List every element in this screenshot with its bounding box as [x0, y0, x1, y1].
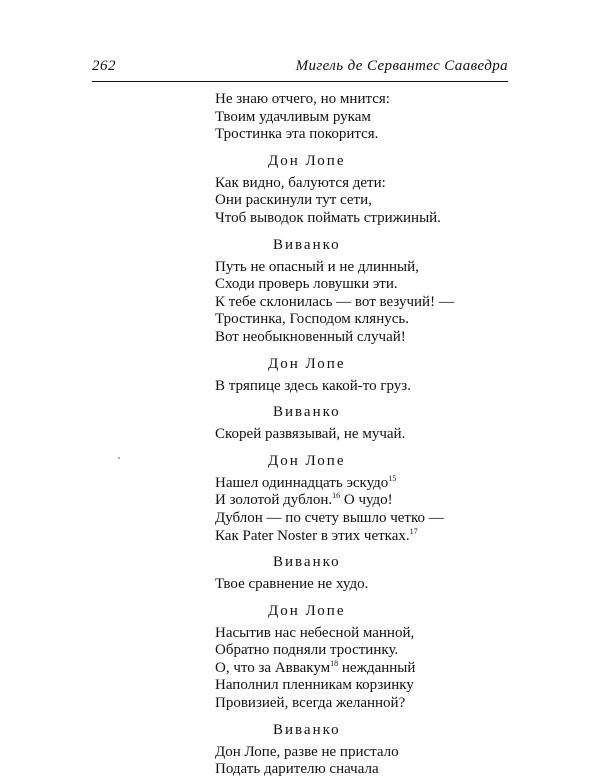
verse-line — [215, 677, 515, 695]
verse-line-text: Скорей развязывай, не мучай. — [215, 426, 406, 443]
verse-line — [215, 378, 515, 396]
verse-line — [215, 475, 515, 493]
speaker-name: Виванко — [273, 554, 341, 571]
verse-line-text: Дублон — по счету вышло четко — — [215, 509, 444, 526]
page-header — [92, 58, 508, 80]
footnote-marker: 16 — [332, 491, 341, 501]
verse-line-text: Твое сравнение не худо. — [215, 576, 369, 593]
speaker-name: Дон Лопе — [268, 602, 346, 619]
verse-line — [215, 91, 515, 109]
speaker-name: Дон Лопе — [268, 152, 346, 169]
speaker-name: Виванко — [273, 721, 341, 738]
verse-line — [215, 576, 515, 594]
verse-line-text: В тряпице здесь какой-то груз. — [215, 377, 411, 394]
running-title: Мигель де Сервантес Сааведра — [295, 58, 508, 74]
verse-block — [215, 452, 515, 545]
speaker-name: Дон Лопе — [268, 355, 346, 372]
verse-line-text: Чтоб выводок поймать стрижиный. — [215, 209, 441, 226]
verse-line — [215, 329, 515, 347]
verse-line-text: Нашел одиннадцать эскудо — [215, 474, 389, 491]
verse-line-text: Они раскинули тут сети, — [215, 192, 372, 209]
verse-line — [215, 426, 515, 444]
verse-block — [215, 403, 515, 444]
verse-block — [215, 602, 515, 713]
verse-block — [215, 721, 515, 779]
footnote-marker: 18 — [330, 658, 339, 668]
verse-line — [215, 210, 515, 228]
verse-block — [215, 152, 515, 228]
page-number: 262 — [92, 58, 116, 74]
verse-line-text: Сходи проверь ловушки эти. — [215, 276, 398, 293]
verse-line — [215, 492, 515, 510]
verse-line — [215, 744, 515, 762]
print-speck — [118, 457, 120, 459]
verse-line-text: Подать дарителю сначала — [215, 761, 379, 778]
verse-line — [215, 761, 515, 779]
verse-line-continuation: нежданный — [338, 659, 416, 676]
verse-line — [215, 126, 515, 144]
verse-line-text: Тростинка, Господом клянусь. — [215, 311, 409, 328]
verse-line — [215, 175, 515, 193]
speaker-name: Виванко — [273, 236, 341, 253]
speaker-name: Дон Лопе — [268, 452, 346, 469]
verse-content — [215, 86, 515, 779]
verse-line — [215, 192, 515, 210]
verse-line-text: Дон Лопе, разве не пристало — [215, 743, 399, 760]
verse-line-continuation: О чудо! — [340, 492, 393, 509]
verse-line — [215, 276, 515, 294]
verse-line — [215, 695, 515, 713]
verse-line-text: Твоим удачливым рукам — [215, 108, 371, 125]
verse-line-text: Как Pater Noster в этих четках. — [215, 527, 410, 544]
verse-line — [215, 294, 515, 312]
verse-line-text: Путь не опасный и не длинный, — [215, 258, 419, 275]
verse-line-text: И золотой дублон. — [215, 492, 333, 509]
verse-line-text: Не знаю отчего, но мнится: — [215, 91, 390, 107]
verse-block — [215, 553, 515, 594]
verse-line — [215, 259, 515, 277]
verse-block — [215, 91, 515, 144]
header-rule — [92, 81, 508, 82]
speaker-name: Виванко — [273, 404, 341, 421]
verse-line-text: К тебе склонилась — вот везучий! — — [215, 293, 454, 310]
verse-line — [215, 642, 515, 660]
verse-line-text: О, что за Аввакум — [215, 659, 331, 676]
verse-line — [215, 625, 515, 643]
footnote-marker: 17 — [409, 526, 418, 536]
verse-line-text: Вот необыкновенный случай! — [215, 328, 406, 345]
footnote-marker: 15 — [388, 473, 397, 483]
verse-line-text: Тростинка эта покорится. — [215, 126, 379, 143]
verse-line-text: Насытив нас небесной манной, — [215, 624, 415, 641]
verse-line-text: Обратно подняли тростинку. — [215, 642, 399, 659]
verse-line — [215, 660, 515, 678]
verse-line-text: Наполнил пленникам корзинку — [215, 677, 414, 694]
verse-line — [215, 510, 515, 528]
verse-line-text: Провизией, всегда желанной? — [215, 695, 406, 712]
verse-line-text: Как видно, балуются дети: — [215, 174, 386, 191]
verse-line — [215, 109, 515, 127]
verse-line — [215, 528, 515, 546]
verse-line — [215, 311, 515, 329]
verse-block — [215, 236, 515, 347]
verse-block — [215, 355, 515, 396]
